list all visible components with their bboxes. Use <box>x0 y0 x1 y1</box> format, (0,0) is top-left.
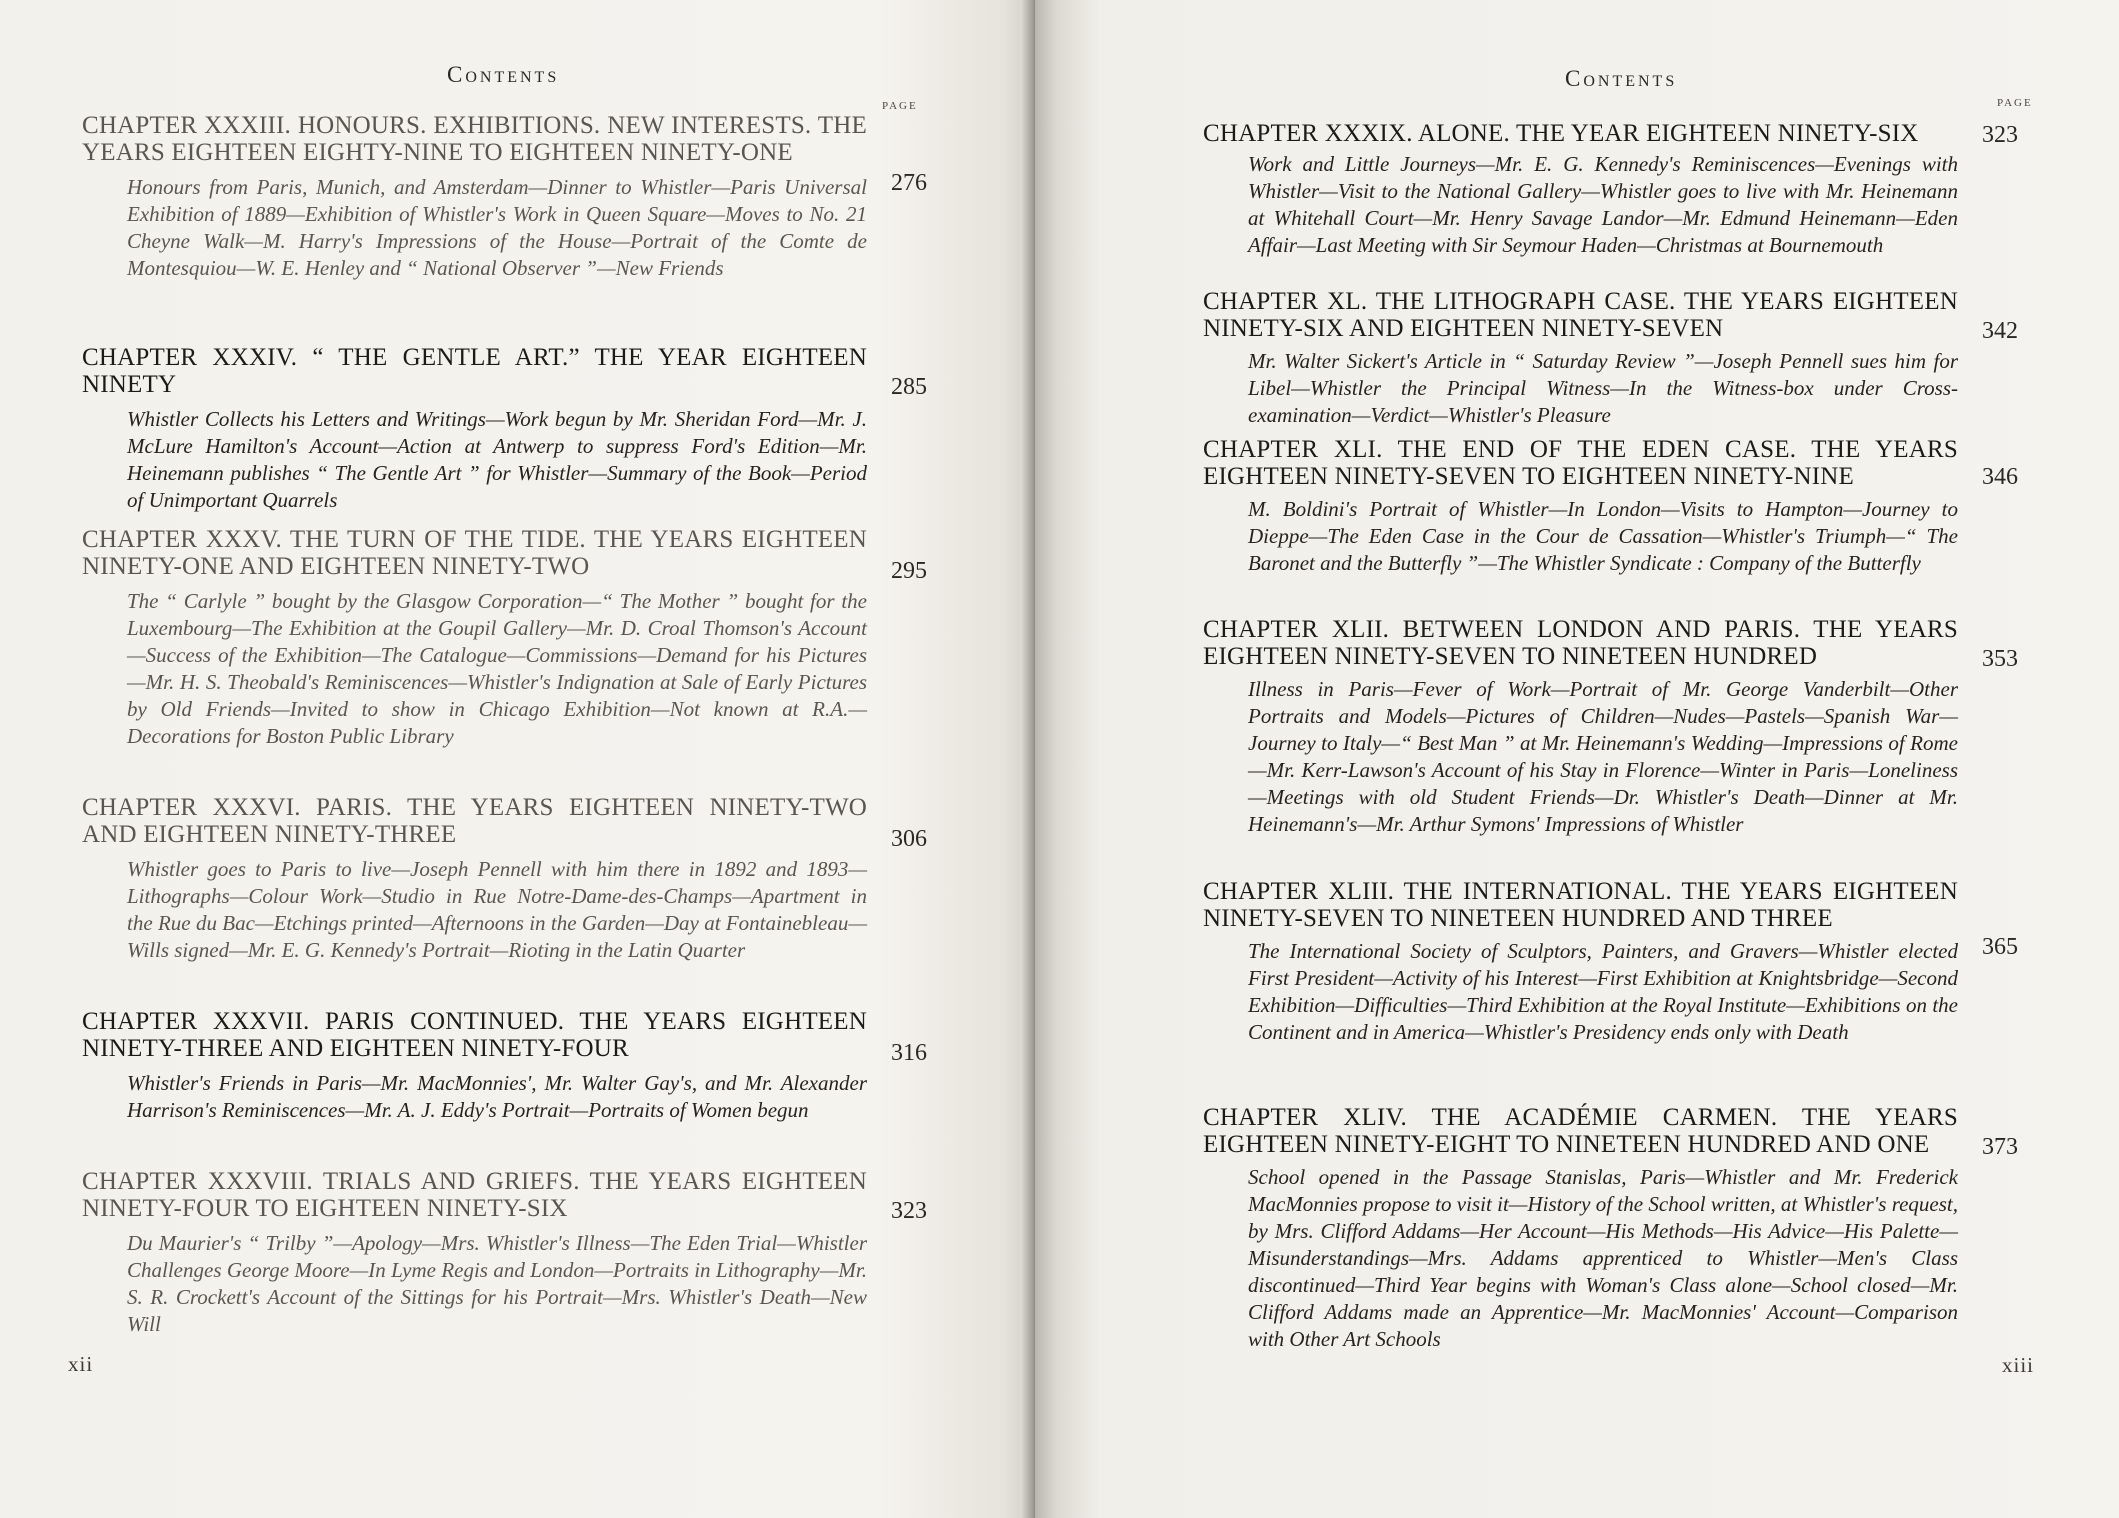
page-number: 373 <box>1982 1134 2018 1160</box>
chapter-title: CHAPTER XL. THE LITHOGRAPH CASE. THE YEARS EIGHTEEN NINETY-SIX AND EIGHTEEN NINETY-SEVEN <box>1203 288 1958 342</box>
toc-entry[interactable] <box>82 794 927 1008</box>
page-number: 306 <box>891 826 927 852</box>
page-number: 276 <box>891 170 927 196</box>
chapter-summary: Du Maurier's “ Trilby ”—Apology—Mrs. Whistler's Illness—The Eden Trial—Whistler Challenges George Moore—In Lyme Regis and London—Portraits in Lithography—Mr. S. R. Crockett's Account of the Sittings for his Portrait—Mrs. Whistler's Death—New Will <box>127 1231 867 1336</box>
chapter-title: CHAPTER XLIII. THE INTERNATIONAL. THE YEARS EIGHTEEN NINETY-SEVEN TO NINETEEN HUNDRED AND THREE <box>1203 878 1958 932</box>
page-number: 365 <box>1982 934 2018 960</box>
left-toc <box>82 112 927 1338</box>
chapter-title: CHAPTER XLII. BETWEEN LONDON AND PARIS. THE YEARS EIGHTEEN NINETY-SEVEN TO NINETEEN HUNDRED <box>1203 616 1958 670</box>
toc-entry[interactable] <box>82 1168 927 1338</box>
toc-entry[interactable] <box>1203 288 2018 436</box>
toc-entry[interactable] <box>82 526 927 794</box>
chapter-title: CHAPTER XXXIII. HONOURS. EXHIBITIONS. NEW INTERESTS. THE YEARS EIGHTEEN EIGHTY-NINE TO EIGHTEEN NINETY-ONE <box>82 112 867 166</box>
right-toc <box>1203 120 2018 1354</box>
page-number: 353 <box>1982 646 2018 672</box>
page-number: 323 <box>1982 122 2018 148</box>
toc-entry[interactable] <box>1203 1104 2018 1354</box>
toc-entry[interactable] <box>1203 616 2018 878</box>
left-page-column-label: PAGE <box>882 100 918 112</box>
left-page-heading: Contents <box>447 62 560 87</box>
chapter-summary: Whistler's Friends in Paris—Mr. MacMonnies', Mr. Walter Gay's, and Mr. Alexander Harrison's Reminiscences—Mr. A. J. Eddy's Portrait—Portraits of Women begun <box>127 1071 867 1122</box>
chapter-summary: The International Society of Sculptors, Painters, and Gravers—Whistler elected First President—Activity of his Interest—First Exhibition at Knightsbridge—Second Exhibition—Difficulties—Third Exhibition at the Royal Institute—Exhibitions on the Continent and in America—Whistler's Presidency ends only with Death <box>1248 939 1958 1044</box>
chapter-summary: Work and Little Journeys—Mr. E. G. Kennedy's Reminiscences—Evenings with Whistler—Visit to the National Gallery—Whistler goes to live with Mr. Heinemann at Whitehall Court—Mr. Henry Savage Landor—Mr. Edmund Heinemann—Eden Affair—Last Meeting with Sir Seymour Haden—Christmas at Bournemouth <box>1248 152 1958 257</box>
chapter-summary: School opened in the Passage Stanislas, Paris—Whistler and Mr. Frederick MacMonnies propose to visit it—History of the School written, at Whistler's request, by Mrs. Clifford Addams—Her Account—His Methods—His Advice—His Palette—Misunderstandings—Mrs. Addams apprenticed to Whistler—Men's Class discontinued—Third Year begins with Woman's Class alone—School closed—Mr. Clifford Addams made an Apprentice—Mr. MacMonnies' Account—Comparison with Other Art Schools <box>1248 1165 1958 1351</box>
toc-entry[interactable] <box>82 344 927 526</box>
chapter-title: CHAPTER XXXVII. PARIS CONTINUED. THE YEARS EIGHTEEN NINETY-THREE AND EIGHTEEN NINETY-FOUR <box>82 1008 867 1062</box>
chapter-title: CHAPTER XXXV. THE TURN OF THE TIDE. THE YEARS EIGHTEEN NINETY-ONE AND EIGHTEEN NINETY-TWO <box>82 526 867 580</box>
page-number: 285 <box>891 374 927 400</box>
chapter-title: CHAPTER XXXIV. “ THE GENTLE ART.” THE YEAR EIGHTEEN NINETY <box>82 344 867 398</box>
chapter-title: CHAPTER XXXVIII. TRIALS AND GRIEFS. THE YEARS EIGHTEEN NINETY-FOUR TO EIGHTEEN NINETY-SIX <box>82 1168 867 1222</box>
page-number: 323 <box>891 1198 927 1224</box>
chapter-summary: Honours from Paris, Munich, and Amsterdam—Dinner to Whistler—Paris Universal Exhibition of 1889—Exhibition of Whistler's Work in Queen Square—Moves to No. 21 Cheyne Walk—M. Harry's Impressions of the House—Portrait of the Comte de Montesquiou—W. E. Henley and “ National Observer ”—New Friends <box>127 175 867 280</box>
right-page-heading: Contents <box>1565 66 1678 91</box>
right-folio: xiii <box>2002 1353 2035 1377</box>
chapter-summary: Mr. Walter Sickert's Article in “ Saturday Review ”—Joseph Pennell sues him for Libel—Whistler the Principal Witness—In the Witness-box under Cross-examination—Verdict—Whistler's Pleasure <box>1248 349 1958 427</box>
toc-entry[interactable] <box>1203 878 2018 1104</box>
right-page-column-label: PAGE <box>1997 97 2033 109</box>
chapter-title: CHAPTER XLI. THE END OF THE EDEN CASE. THE YEARS EIGHTEEN NINETY-SEVEN TO EIGHTEEN NINETY-NINE <box>1203 436 1958 490</box>
toc-entry[interactable] <box>82 112 927 344</box>
chapter-summary: Illness in Paris—Fever of Work—Portrait of Mr. George Vanderbilt—Other Portraits and Models—Pictures of Children—Nudes—Pastels—Spanish War—Journey to Italy—“ Best Man ” at Mr. Heinemann's Wedding—Impressions of Rome—Mr. Kerr-Lawson's Account of his Stay in Florence—Winter in Paris—Loneliness—Meetings with old Student Friends—Dr. Whistler's Death—Dinner at Mr. Heinemann's—Mr. Arthur Symons' Impressions of Whistler <box>1248 677 1958 836</box>
page-number: 295 <box>891 558 927 584</box>
page-number: 316 <box>891 1040 927 1066</box>
chapter-title: CHAPTER XLIV. THE ACADÉMIE CARMEN. THE YEARS EIGHTEEN NINETY-EIGHT TO NINETEEN HUNDRED AND ONE <box>1203 1104 1958 1158</box>
chapter-summary: Whistler goes to Paris to live—Joseph Pennell with him there in 1892 and 1893—Lithographs—Colour Work—Studio in Rue Notre-Dame-des-Champs—Apartment in the Rue du Bac—Etchings printed—Afternoons in the Garden—Day at Fontainebleau—Wills signed—Mr. E. G. Kennedy's Portrait—Rioting in the Latin Quarter <box>127 857 867 962</box>
chapter-summary: The “ Carlyle ” bought by the Glasgow Corporation—“ The Mother ” bought for the Luxembourg—The Exhibition at the Goupil Gallery—Mr. D. Croal Thomson's Account—Success of the Exhibition—The Catalogue—Commissions—Demand for his Pictures—Mr. H. S. Theobald's Reminiscences—Whistler's Indignation at Sale of Early Pictures by Old Friends—Invited to show in Chicago Exhibition—Not known at R.A.—Decorations for Boston Public Library <box>127 589 867 748</box>
toc-entry[interactable] <box>1203 436 2018 616</box>
left-folio: xii <box>68 1352 94 1376</box>
page-number: 342 <box>1982 318 2018 344</box>
page-number: 346 <box>1982 464 2018 490</box>
chapter-summary: Whistler Collects his Letters and Writings—Work begun by Mr. Sheridan Ford—Mr. J. McLure Hamilton's Account—Action at Antwerp to suppress Ford's Edition—Mr. Heinemann publishes “ The Gentle Art ” for Whistler—Summary of the Book—Period of Unimportant Quarrels <box>127 407 867 512</box>
toc-entry[interactable] <box>82 1008 927 1168</box>
chapter-summary: M. Boldini's Portrait of Whistler—In London—Visits to Hampton—Journey to Dieppe—The Eden Case in the Cour de Cassation—Whistler's Triumph—“ The Baronet and the Butterfly ”—The Whistler Syndicate : Company of the Butterfly <box>1248 497 1958 575</box>
left-page <box>0 0 1035 1518</box>
right-page <box>1035 0 2119 1518</box>
toc-entry[interactable] <box>1203 120 2018 288</box>
chapter-title: CHAPTER XXXVI. PARIS. THE YEARS EIGHTEEN NINETY-TWO AND EIGHTEEN NINETY-THREE <box>82 794 867 848</box>
chapter-title: CHAPTER XXXIX. ALONE. THE YEAR EIGHTEEN NINETY-SIX <box>1203 120 1919 147</box>
